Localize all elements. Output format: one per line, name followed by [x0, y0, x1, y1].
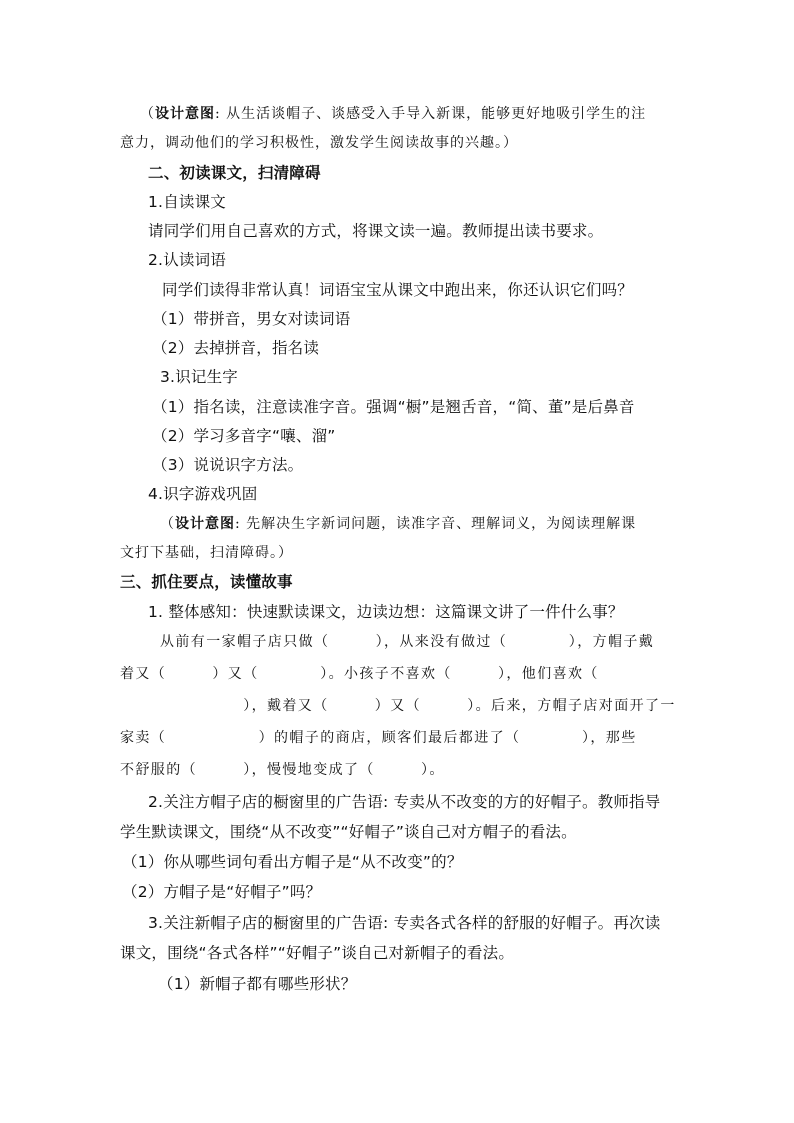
paragraph: 课文，围绕“各式各样”“好帽子”谈自己对新帽子的看法。: [120, 944, 515, 962]
paragraph: 2.关注方帽子店的橱窗里的广告语: 专卖从不改变的方的好帽子。教师指导: [148, 793, 661, 811]
list-item: （2）方帽子是“好帽子”吗？: [122, 883, 322, 901]
paragraph: 同学们读得非常认真！词语宝宝从课文中跑出来，你还认识它们吗？: [162, 281, 634, 299]
list-item: （1）指名读，注意读准字音。强调“橱”是翘舌音，“简、董”是后鼻音: [152, 398, 635, 416]
subsection-title: 1.自读课文: [148, 193, 226, 211]
fill-in-blank-line: 着又（ ）又（ ）。小孩子不喜欢（ ），他们喜欢（: [120, 666, 599, 682]
paragraph: 3.关注新帽子店的橱窗里的广告语: 专卖各式各样的舒服的好帽子。再次读: [148, 914, 661, 932]
design-intent-note-line: 意力，调动他们的学习积极性，激发学生阅读故事的兴趣。）: [120, 135, 518, 151]
list-item: （2）去掉拼音，指名读: [152, 339, 320, 357]
fill-in-blank-line: 家卖（ ）的帽子的商店，顾客们最后都进了（ ），那些: [120, 730, 637, 746]
note-label: 设计意图: [155, 106, 215, 122]
design-intent-note-line: [140, 104, 646, 124]
fill-in-blank-line: 不舒服的（ ），慢慢地变成了（ ）。: [120, 762, 445, 778]
list-item: （2）学习多音字“嚷、溜”: [152, 427, 336, 445]
paragraph: 学生默读课文，围绕“从不改变”“好帽子”谈自己对方帽子的看法。: [120, 823, 577, 841]
subsection-title: 4.识字游戏巩固: [148, 485, 258, 503]
note-open-paren: （: [140, 106, 155, 122]
note-open-paren: （: [160, 516, 175, 532]
paragraph: 请同学们用自己喜欢的方式，将课文读一遍。教师提出读书要求。: [148, 222, 604, 240]
fill-in-blank-line: ），戴着又（ ）又（ ）。后来，方帽子店对面开了一: [120, 698, 676, 714]
subsection-title: 3.识记生字: [160, 368, 238, 386]
list-item: （1）带拼音，男女对读词语: [152, 310, 351, 328]
design-intent-note-line: 文打下基础，扫清障碍。）: [120, 545, 293, 561]
section-heading: 三、抓住要点，读懂故事: [120, 573, 293, 591]
section-heading: 二、初读课文，扫清障碍: [148, 164, 321, 182]
note-label: 设计意图: [175, 516, 235, 532]
note-text: : 从生活谈帽子、谈感受入手导入新课，能够更好地吸引学生的注: [215, 106, 647, 122]
list-item: （3）说说识字方法。: [152, 456, 304, 474]
fill-in-blank-line: 从前有一家帽子店只做（ ），从来没有做过（ ），方帽子戴: [160, 634, 655, 650]
subsection-title: 2.认读词语: [148, 251, 226, 269]
paragraph: 1. 整体感知：快速默读课文，边读边想：这篇课文讲了一件什么事？: [148, 603, 624, 621]
list-item: （1）新帽子都有哪些形状？: [158, 975, 357, 993]
design-intent-note-line: [160, 514, 636, 534]
note-text: : 先解决生字新词问题，读准字音、理解词义，为阅读理解课: [235, 516, 637, 532]
list-item: （1）你从哪些词句看出方帽子是“从不改变”的？: [122, 853, 463, 871]
